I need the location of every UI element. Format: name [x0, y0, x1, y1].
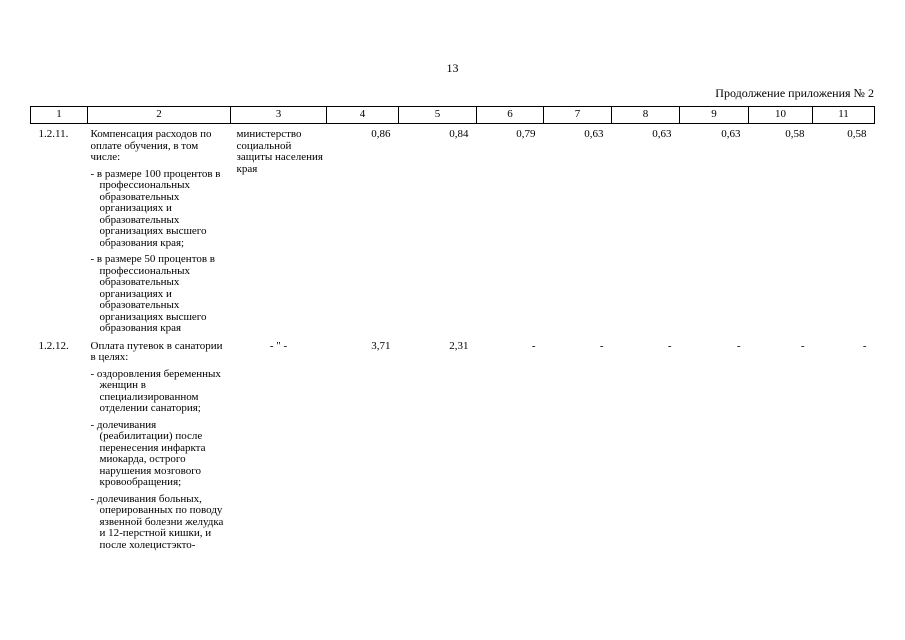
row-code: 1.2.11.	[38, 128, 69, 140]
row-value: 0,58	[785, 128, 805, 140]
appendix-table	[30, 106, 875, 551]
table-row	[31, 124, 875, 335]
row-description: Оплата путевок в санатории в целях:	[90, 339, 223, 363]
column-header: 8	[612, 107, 680, 124]
table-row	[31, 335, 875, 552]
row-agency: министерство социальной защиты населения края	[236, 128, 323, 175]
column-header: 2	[88, 107, 231, 124]
row-value: 0,79	[516, 128, 536, 140]
row-value: 3,71	[371, 339, 391, 352]
row-sub-item: - оздоровления беременных женщин в специализированном отделении санатория;	[90, 367, 221, 414]
row-description-cell	[88, 335, 231, 552]
row-value: -	[531, 339, 536, 352]
row-value: -	[667, 339, 672, 352]
column-header: 5	[399, 107, 477, 124]
row-value: 0,63	[721, 128, 741, 140]
row-sub-item: - в размере 100 процентов в профессиональных образовательных организациях и образовательных организациях высшего образования края;	[90, 167, 221, 249]
column-header: 9	[680, 107, 749, 124]
row-agency: - " -	[269, 339, 288, 352]
row-value: 2,31	[449, 339, 469, 352]
row-value: 0,63	[584, 128, 604, 140]
column-header: 3	[231, 107, 327, 124]
row-value: 0,84	[449, 128, 469, 140]
row-value: 0,86	[371, 128, 391, 140]
row-description-cell	[88, 124, 231, 335]
table-header-row	[31, 107, 875, 124]
row-value: 0,63	[652, 128, 672, 140]
column-header: 6	[477, 107, 544, 124]
row-description: Компенсация расходов по оплате обучения, в том числе:	[90, 128, 212, 163]
row-code: 1.2.12.	[38, 339, 69, 352]
column-header: 11	[813, 107, 875, 124]
column-header: 7	[544, 107, 612, 124]
column-header: 1	[31, 107, 88, 124]
continuation-label: Продолжение приложения № 2	[715, 86, 874, 100]
row-value: -	[599, 339, 604, 352]
row-value: -	[736, 339, 741, 352]
column-header: 4	[327, 107, 399, 124]
page-number: 13	[446, 61, 459, 75]
row-sub-item: - в размере 50 процентов в профессиональных образовательных организациях и образовательных организациях высшего образования края	[90, 253, 215, 334]
row-value: 0,58	[847, 128, 867, 140]
row-sub-item: - долечивания (реабилитации) после перенесения инфаркта миокарда, острого нарушения мозгового кровообращения;	[90, 418, 206, 488]
row-value: -	[800, 339, 805, 352]
row-value: -	[862, 339, 867, 352]
column-header: 10	[749, 107, 813, 124]
row-sub-item: - долечивания больных, оперированных по поводу язвенной болезни желудка и 12-перстной кишки, и после холецистэкто-	[90, 492, 224, 551]
